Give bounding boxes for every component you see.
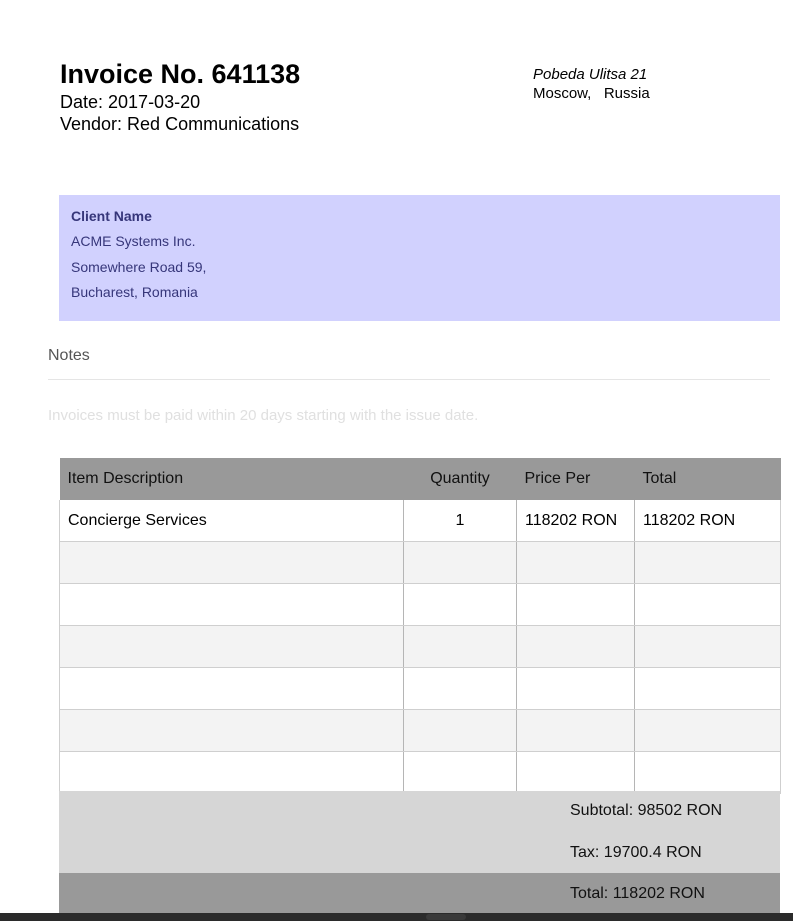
cell-description xyxy=(60,752,404,794)
cell-description xyxy=(60,626,404,668)
table-row xyxy=(60,668,781,710)
client-box xyxy=(59,195,780,321)
bottom-scrollbar[interactable] xyxy=(0,913,793,921)
notes-divider xyxy=(48,379,770,380)
cell-price xyxy=(517,542,635,584)
notes-text: Invoices must be paid within 20 days starting with the issue date. xyxy=(48,407,479,424)
cell-price xyxy=(517,752,635,794)
table-row xyxy=(60,542,781,584)
cell-price xyxy=(517,668,635,710)
subtotal-text: Subtotal: 98502 RON xyxy=(570,802,723,819)
invoice-title: Invoice No. 641138 xyxy=(60,59,301,89)
cell-quantity xyxy=(404,542,517,584)
cell-price xyxy=(517,710,635,752)
cell-quantity xyxy=(404,668,517,710)
cell-total xyxy=(635,710,781,752)
invoice-vendor: Vendor: Red Communications xyxy=(60,114,300,134)
header-price-per: Price Per xyxy=(517,458,635,500)
cell-total xyxy=(635,584,781,626)
table-row xyxy=(60,710,781,752)
cell-description xyxy=(60,542,404,584)
scrollbar-thumb[interactable] xyxy=(426,914,466,920)
client-city: Bucharest, Romania xyxy=(71,284,198,300)
cell-total xyxy=(635,668,781,710)
cell-quantity: 1 xyxy=(404,500,517,542)
cell-description xyxy=(60,668,404,710)
items-table xyxy=(59,458,781,794)
cell-quantity xyxy=(404,752,517,794)
tax-text: Tax: 19700.4 RON xyxy=(570,844,702,861)
cell-price xyxy=(517,626,635,668)
vendor-city: Moscow, Russia xyxy=(533,85,650,102)
total-text: Total: 118202 RON xyxy=(570,885,705,902)
cell-price xyxy=(517,584,635,626)
header-item-description: Item Description xyxy=(60,458,404,500)
client-street: Somewhere Road 59, xyxy=(71,259,207,275)
vendor-address xyxy=(533,65,650,103)
cell-quantity xyxy=(404,584,517,626)
header-quantity: Quantity xyxy=(404,458,517,500)
table-row xyxy=(60,500,781,542)
invoice-date: Date: 2017-03-20 xyxy=(60,92,201,112)
table-row xyxy=(60,752,781,794)
notes-title: Notes xyxy=(48,347,90,364)
header-total: Total xyxy=(635,458,781,500)
cell-description xyxy=(60,584,404,626)
cell-total xyxy=(635,626,781,668)
cell-quantity xyxy=(404,710,517,752)
cell-price: 118202 RON xyxy=(517,500,635,542)
table-row xyxy=(60,626,781,668)
client-heading: Client Name xyxy=(71,208,152,224)
table-header-row xyxy=(60,458,781,500)
client-company: ACME Systems Inc. xyxy=(71,233,196,249)
vendor-street: Pobeda Ulitsa 21 xyxy=(533,66,648,83)
cell-total xyxy=(635,542,781,584)
cell-quantity xyxy=(404,626,517,668)
cell-description xyxy=(60,710,404,752)
cell-total xyxy=(635,752,781,794)
table-row xyxy=(60,584,781,626)
cell-total: 118202 RON xyxy=(635,500,781,542)
cell-description: Concierge Services xyxy=(60,500,404,542)
